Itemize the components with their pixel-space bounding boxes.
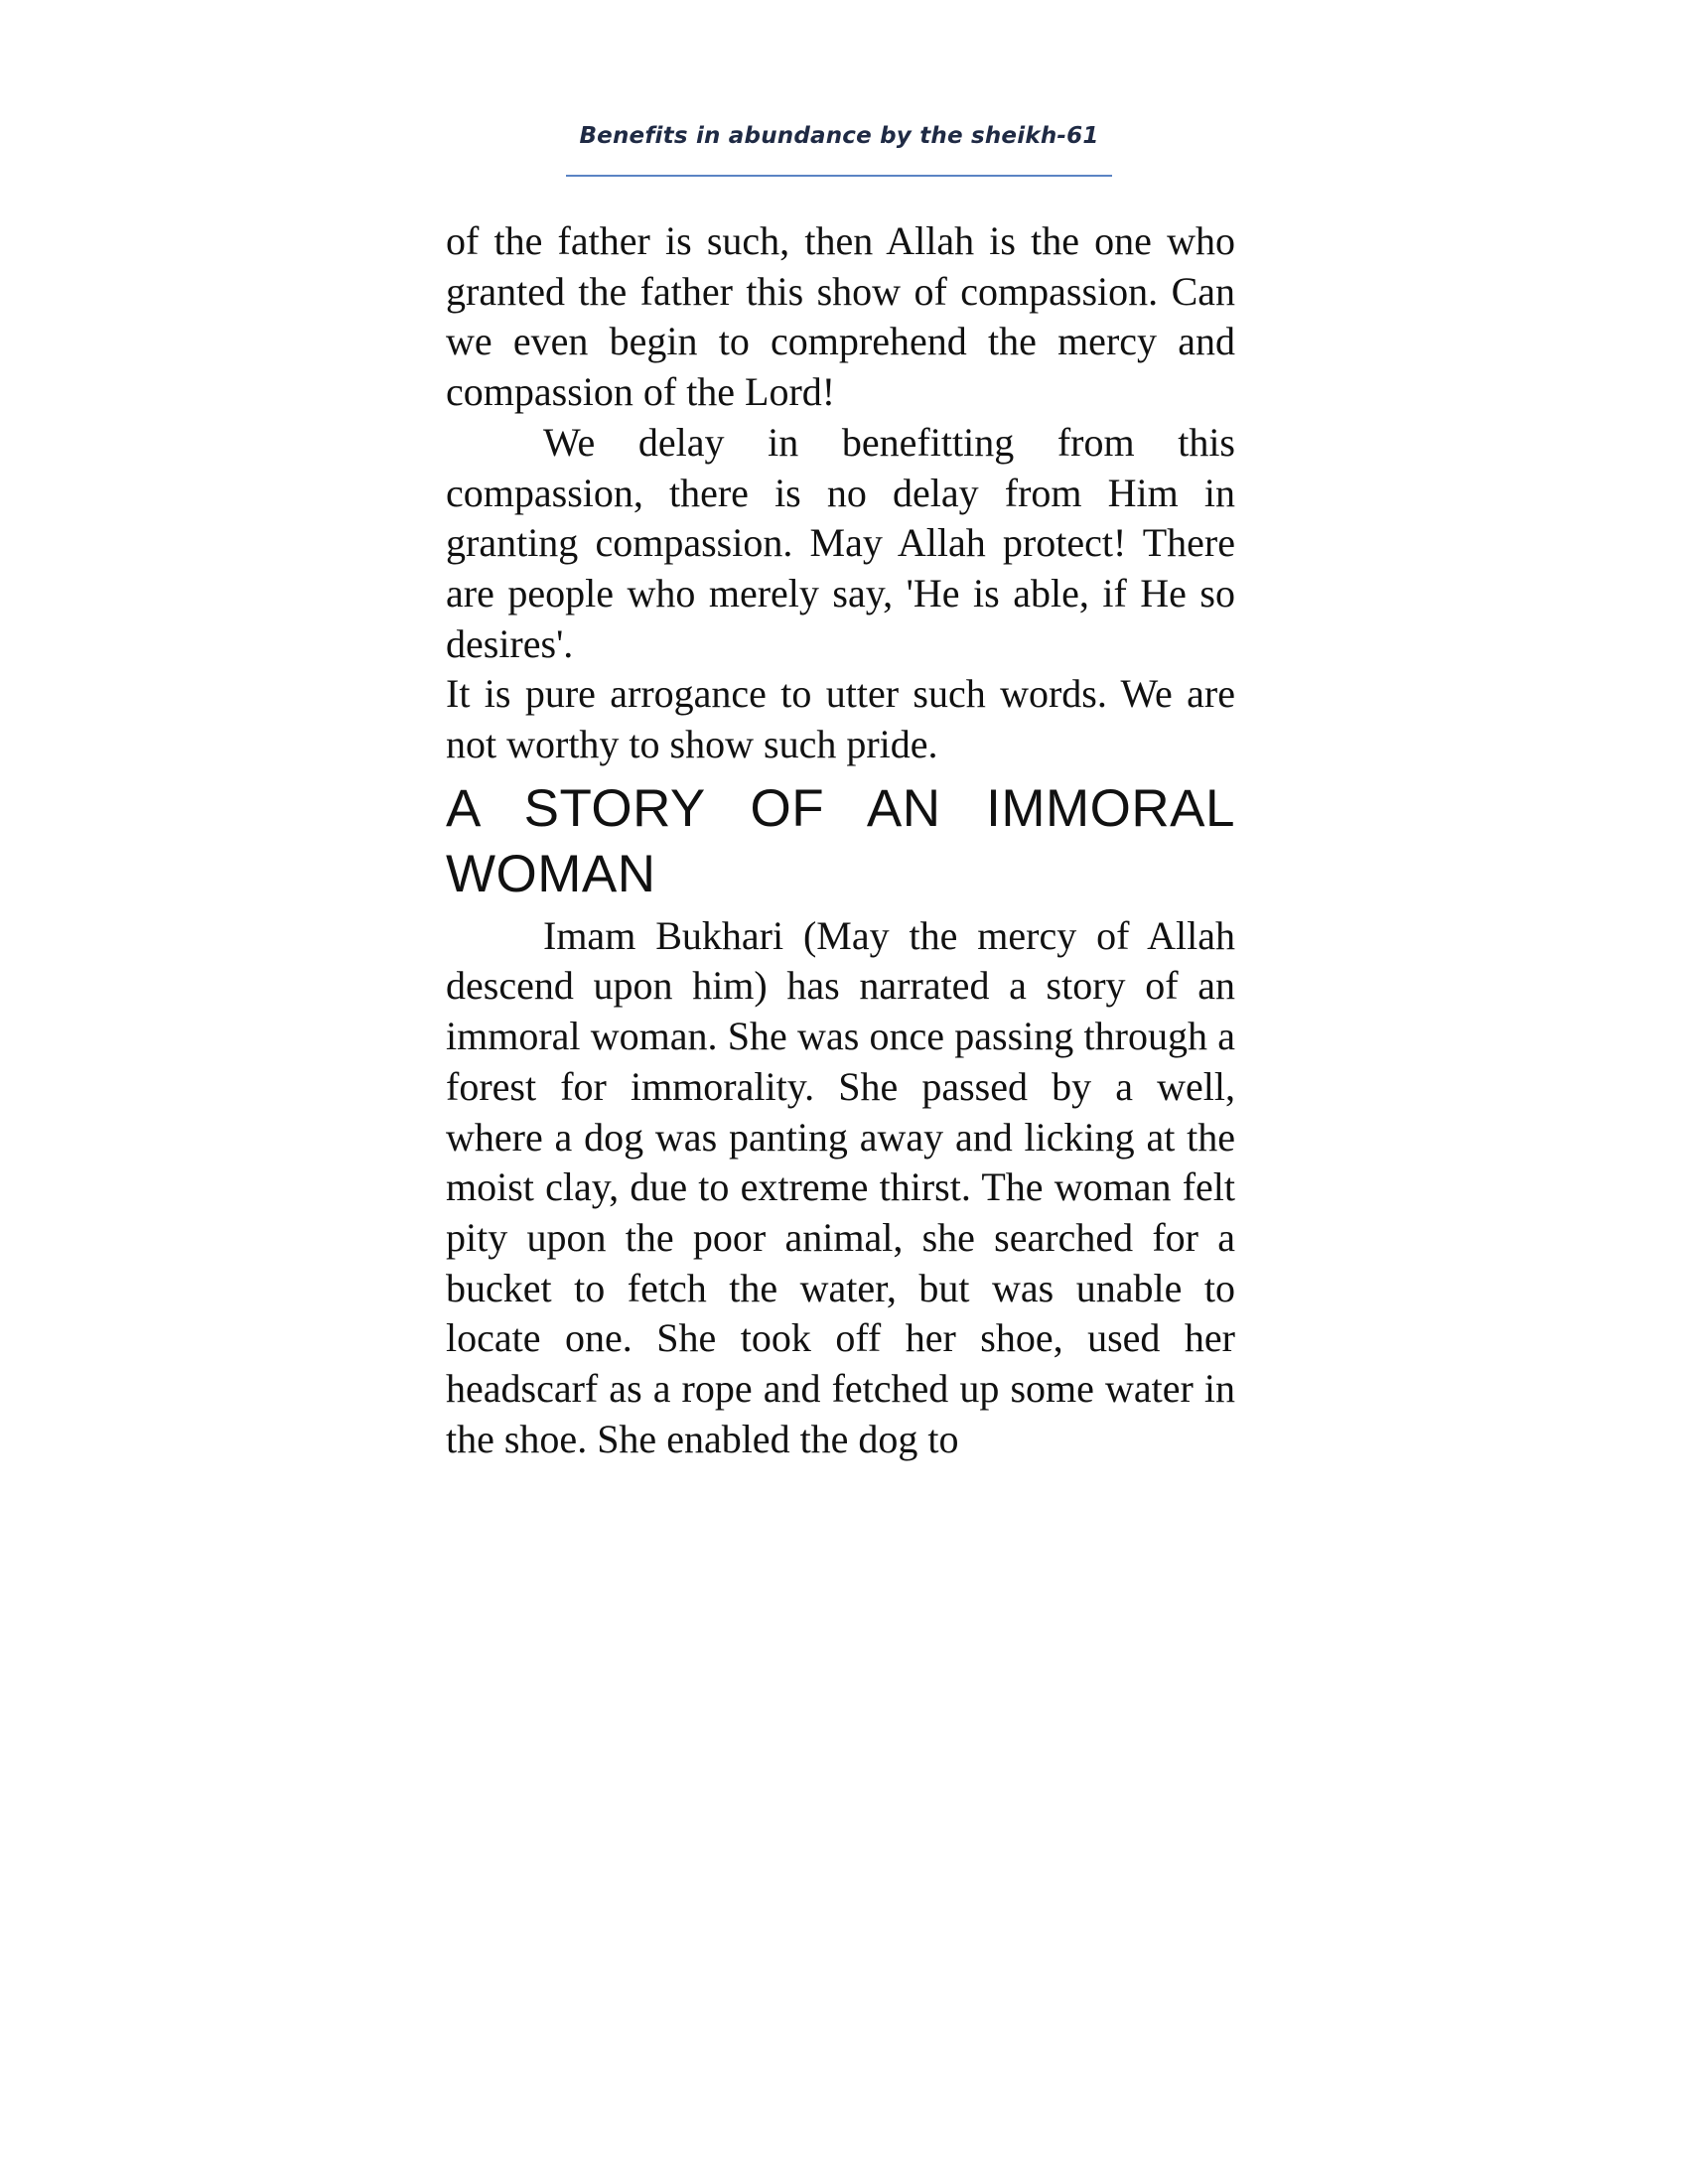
paragraph-arrogance: It is pure arrogance to utter such words. We are not worthy to show such pride. [446, 671, 1235, 767]
running-header: Benefits in abundance by the sheikh-61 [579, 123, 1099, 149]
paragraph-story: Imam Bukhari (May the mercy of Allah descend upon him) has narrated a story of an immoral woman. She was once passing through a forest for immorality. She passed by a well, where a dog was panting away and licking at the moist clay, due to extreme thirst. The woman felt pity upon the poor animal, she searched for a bucket to fetch the water, but was unable to locate one. She took off her shoe, used her headscarf as a rope and fetched up some water in the shoe. She enabled the dog to [446, 912, 1235, 1461]
body-text [446, 216, 1235, 1464]
header-rule [566, 175, 1112, 177]
paragraph-continuation: of the father is such, then Allah is the one who granted the father this show of compassion. Can we even begin to comprehend the mercy and compassion of the Lord! [446, 218, 1235, 415]
paragraph-compassion-delay: We delay in benefitting from this compassion, there is no delay from Him in granting compassion. May Allah protect! There are people who merely say, 'He is able, if He so desires'. [446, 419, 1235, 666]
section-heading: A STORY OF AN IMMORAL WOMAN [446, 778, 1235, 903]
